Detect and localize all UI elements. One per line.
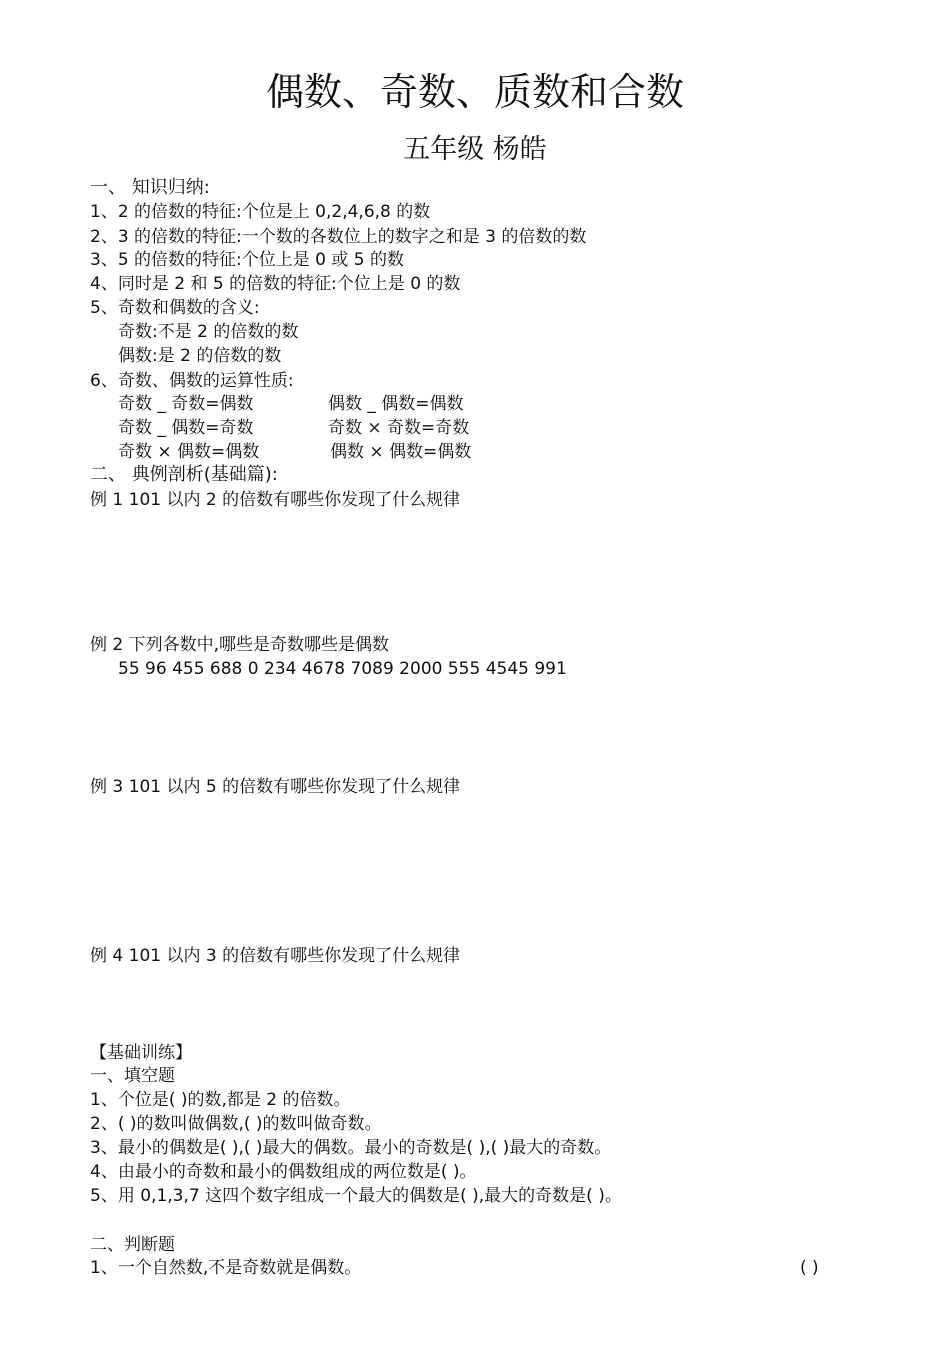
example-question: 例 1 101 以内 2 的倍数有哪些你发现了什么规律 [90, 490, 461, 510]
knowledge-item: 偶数:是 2 的倍数的数 [118, 346, 282, 366]
fill-blank-item: 3、最小的偶数是( ),( )最大的偶数。最小的奇数是( ),( )最大的奇数。 [90, 1138, 612, 1158]
knowledge-item: 4、同时是 2 和 5 的倍数的特征:个位上是 0 的数 [90, 274, 461, 294]
knowledge-item: 1、2 的倍数的特征:个位是上 0,2,4,6,8 的数 [90, 202, 431, 222]
example-question: 例 4 101 以内 3 的倍数有哪些你发现了什么规律 [90, 946, 461, 966]
page-subtitle: 五年级 杨皓 [403, 134, 547, 165]
section1-heading: 一、 知识归纳: [90, 177, 210, 198]
training-heading: 【基础训练】 [90, 1043, 192, 1063]
operation-rule: 奇数 _ 奇数=偶数 [118, 394, 254, 414]
section2-heading: 二、 典例剖析(基础篇): [90, 464, 278, 485]
operation-rule: 偶数 × 偶数=偶数 [330, 442, 472, 462]
knowledge-item: 6、奇数、偶数的运算性质: [90, 371, 294, 391]
knowledge-item: 奇数:不是 2 的倍数的数 [118, 322, 299, 342]
fill-blank-item: 2、( )的数叫做偶数,( )的数叫做奇数。 [90, 1114, 382, 1134]
page-title: 偶数、奇数、质数和合数 [265, 70, 684, 114]
example-question: 例 2 下列各数中,哪些是奇数哪些是偶数 [90, 635, 390, 655]
fill-blank-item: 4、由最小的奇数和最小的偶数组成的两位数是( )。 [90, 1162, 477, 1182]
operation-rule: 奇数 × 奇数=奇数 [328, 418, 470, 438]
judge-answer-blank: ( ) [800, 1258, 819, 1278]
knowledge-item: 5、奇数和偶数的含义: [90, 298, 260, 318]
judge-item: 1、一个自然数,不是奇数就是偶数。 [90, 1258, 362, 1278]
knowledge-item: 2、3 的倍数的特征:一个数的各数位上的数字之和是 3 的倍数的数 [90, 227, 587, 247]
judge-heading: 二、判断题 [90, 1235, 175, 1255]
fill-blank-item: 1、个位是( )的数,都是 2 的倍数。 [90, 1090, 351, 1110]
knowledge-item: 3、5 的倍数的特征:个位上是 0 或 5 的数 [90, 250, 405, 270]
example-question: 例 3 101 以内 5 的倍数有哪些你发现了什么规律 [90, 777, 461, 797]
fill-blank-heading: 一、填空题 [90, 1066, 175, 1086]
operation-rule: 奇数 _ 偶数=奇数 [118, 418, 254, 438]
example-numbers: 55 96 455 688 0 234 4678 7089 2000 555 4545 991 [118, 659, 567, 679]
operation-rule: 偶数 _ 偶数=偶数 [328, 394, 464, 414]
fill-blank-item: 5、用 0,1,3,7 这四个数字组成一个最大的偶数是( ),最大的奇数是( )。 [90, 1186, 622, 1206]
operation-rule: 奇数 × 偶数=偶数 [118, 442, 260, 462]
